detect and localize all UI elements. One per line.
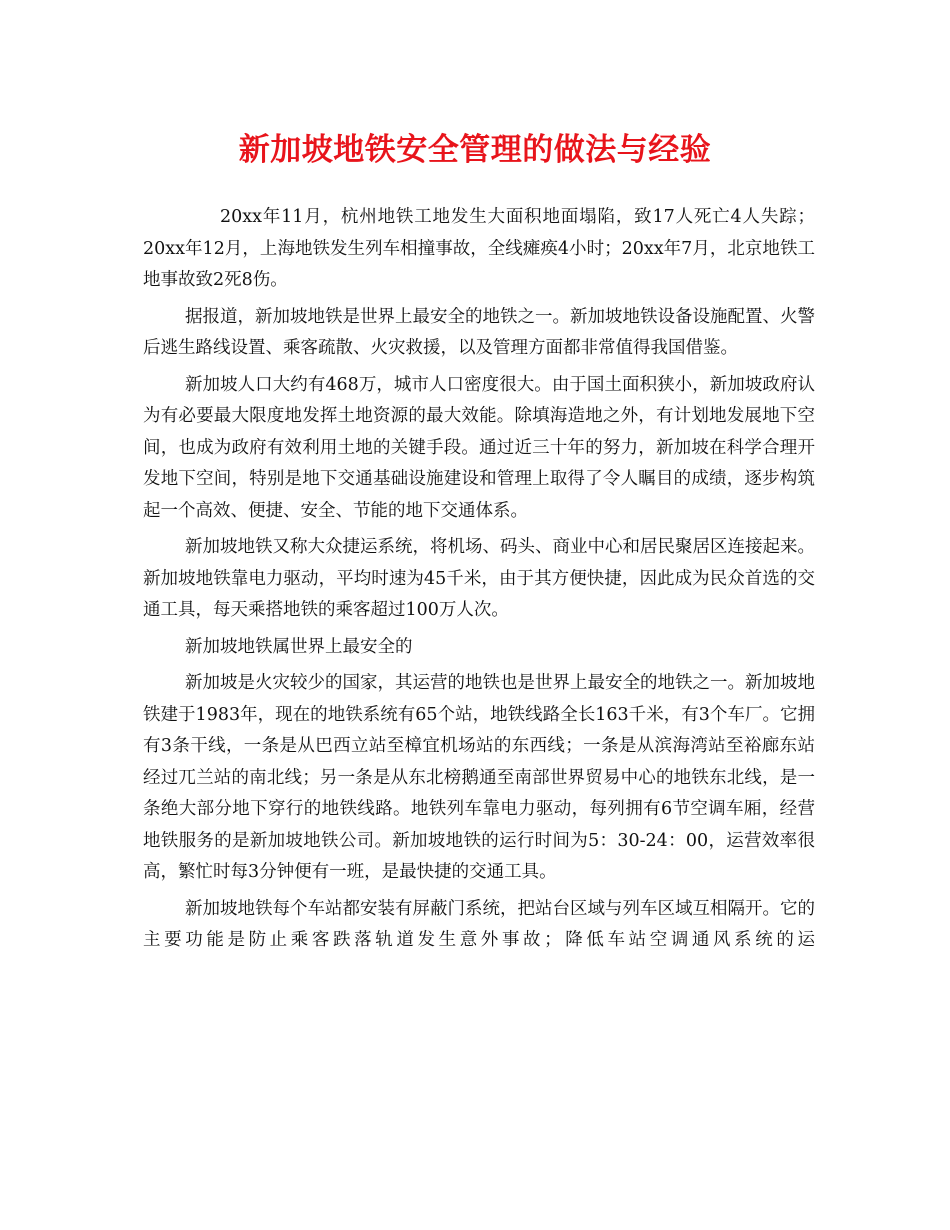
paragraph-underground-space: 新加坡人口大约有468万，城市人口密度很大。由于国土面积狭小，新加坡政府认为有必要最大限度地发挥土地资源的最大效能。除填海造地之外，有计划地发展地下空间，也成为政府有效利用土地的关键手段。通过近三十年的努力，新加坡在科学合理开发地下空间，特别是地下交通基础设施建设和管理上取得了令人瞩目的成绩，逐步构筑起一个高效、便捷、安全、节能的地下交通体系。 <box>143 374 815 521</box>
document-title: 新加坡地铁安全管理的做法与经验 <box>238 132 712 168</box>
paragraph-singapore-safety-intro: 据报道，新加坡地铁是世界上最安全的地铁之一。新加坡地铁设备设施配置、火警后逃生路线设置、乘客疏散、火灾救援，以及管理方面都非常值得我国借鉴。 <box>143 306 815 358</box>
paragraph-accident-history: 20xx年11月，杭州地铁工地发生大面积地面塌陷，致17人死亡4人失踪；20xx年12月，上海地铁发生列车相撞事故，全线瘫痪4小时；20xx年7月，北京地铁工地事故致2死8伤。 <box>143 207 815 290</box>
paragraph-metro-overview: 新加坡是火灾较少的国家，其运营的地铁也是世界上最安全的地铁之一。新加坡地铁建于1983年，现在的地铁系统有65个站，地铁线路全长163千米，有3个车厂。它拥有3条干线，一条是从巴西立站至樟宜机场站的东西线；一条是从滨海湾站至裕廊东站经过兀兰站的南北线；另一条是从东北榜鹅通至南部世界贸易中心的地铁东北线，是一条绝大部分地下穿行的地铁线路。地铁列车靠电力驱动，每列拥有6节空调车厢，经营地铁服务的是新加坡地铁公司。新加坡地铁的运行时间为5：30-24：00，运营效率很高，繁忙时每3分钟便有一班，是最快捷的交通工具。 <box>143 673 815 882</box>
paragraph-screen-doors: 新加坡地铁每个车站都安装有屏蔽门系统，把站台区域与列车区域互相隔开。它的主要功能是防止乘客跌落轨道发生意外事故；降低车站空调通风系统的运 <box>143 898 815 950</box>
paragraph-mass-rapid-transit: 新加坡地铁又称大众捷运系统，将机场、码头、商业中心和居民聚居区连接起来。新加坡地铁靠电力驱动，平均时速为45千米，由于其方便快捷，因此成为民众首选的交通工具，每天乘搭地铁的乘客超过100万人次。 <box>143 537 815 620</box>
document-body <box>143 202 815 962</box>
section-heading-safest-metro: 新加坡地铁属世界上最安全的 <box>185 636 413 657</box>
